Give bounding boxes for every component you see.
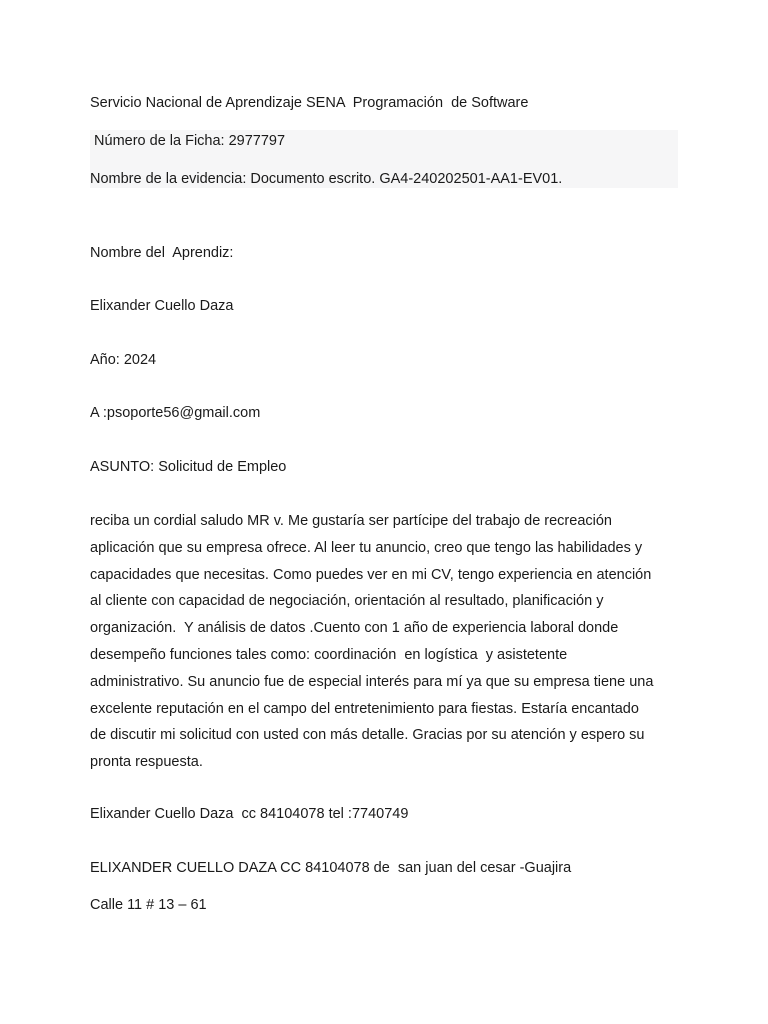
apprentice-label: Nombre del Aprendiz: [90, 245, 234, 261]
ficha-number-line: Número de la Ficha: 2977797 [90, 133, 286, 149]
letter-body-line: capacidades que necesitas. Como puedes ver en mi CV, tengo experiencia en atención [90, 566, 652, 583]
letter-body-line: organización. Y análisis de datos .Cuento con 1 año de experiencia laboral donde [90, 620, 619, 637]
recipient-line: A :psoporte56@gmail.com [90, 405, 261, 421]
letter-body-line: desempeño funciones tales como: coordinación en logística y asistetente [90, 646, 568, 663]
letter-body-line: administrativo. Su anuncio fue de especial interés para mí ya que su empresa tiene una [90, 673, 654, 690]
signature-line: Elixander Cuello Daza cc 84104078 tel :7740749 [90, 806, 409, 822]
letter-body-line: al cliente con capacidad de negociación, orientación al resultado, planificación y [90, 593, 604, 610]
letter-body-line: de discutir mi solicitud con usted con más detalle. Gracias por su atención y espero su [90, 727, 645, 744]
letter-body-line: pronta respuesta. [90, 754, 203, 771]
year-line: Año: 2024 [90, 352, 157, 368]
subject-line: ASUNTO: Solicitud de Empleo [90, 459, 287, 475]
letter-body-line: aplicación que su empresa ofrece. Al leer tu anuncio, creo que tengo las habilidades y [90, 539, 643, 556]
letter-body [90, 508, 690, 776]
address-line: Calle 11 # 13 – 61 [90, 897, 207, 913]
apprentice-name: Elixander Cuello Daza [90, 298, 234, 314]
evidence-name-line: Nombre de la evidencia: Documento escrito. GA4-240202501-AA1-EV01. [90, 171, 563, 187]
institution-line: Servicio Nacional de Aprendizaje SENA Programación de Software [90, 95, 529, 111]
letter-body-line: reciba un cordial saludo MR v. Me gustaría ser partícipe del trabajo de recreación [90, 513, 612, 529]
identification-line: ELIXANDER CUELLO DAZA CC 84104078 de san juan del cesar -Guajira [90, 860, 572, 876]
letter-body-line: excelente reputación en el campo del entretenimiento para fiestas. Estaría encantado [90, 700, 639, 717]
